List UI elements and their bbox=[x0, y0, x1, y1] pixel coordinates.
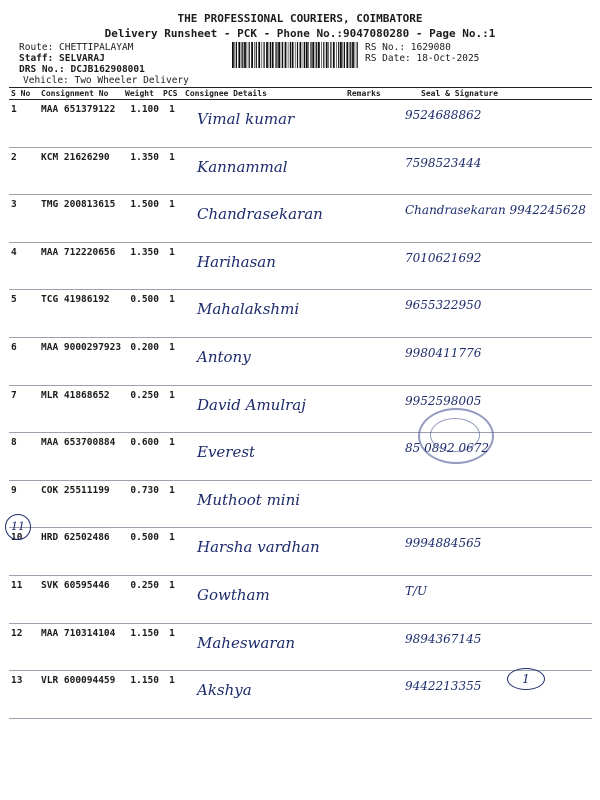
row-remarks-cell bbox=[345, 671, 397, 719]
barcode-bar bbox=[232, 42, 234, 68]
barcode-bar bbox=[254, 42, 255, 68]
handwritten-signature: 9980411776 bbox=[405, 345, 482, 360]
handwritten-signature: Chandrasekaran 9942245628 bbox=[405, 203, 586, 218]
vehicle-label: Vehicle: Two Wheeler Delivery bbox=[23, 75, 189, 86]
row-remarks-cell bbox=[345, 242, 397, 290]
row-weight-cell: 0.250 bbox=[123, 575, 161, 623]
row-sno-cell: 10 bbox=[9, 528, 39, 576]
row-remarks-cell bbox=[345, 480, 397, 528]
barcode-bar bbox=[235, 42, 236, 68]
barcode-bar bbox=[295, 42, 296, 68]
row-pcs-cell: 1 bbox=[161, 195, 183, 243]
barcode-bar bbox=[349, 42, 350, 68]
table-row bbox=[9, 147, 592, 195]
barcode-bar bbox=[278, 42, 280, 68]
row-consignee-cell bbox=[183, 671, 345, 719]
barcode-bar bbox=[355, 42, 356, 68]
row-pcs-cell: 1 bbox=[161, 385, 183, 433]
row-remarks-cell bbox=[345, 433, 397, 481]
table-row bbox=[9, 528, 592, 576]
handwritten-consignee-name: Kannammal bbox=[197, 157, 288, 176]
barcode-bar bbox=[328, 42, 329, 68]
barcode-bar bbox=[276, 42, 277, 68]
row-sno-cell: 9 bbox=[9, 480, 39, 528]
row-sno-cell: 3 bbox=[9, 195, 39, 243]
row-consignee-cell bbox=[183, 337, 345, 385]
row-weight-cell: 1.350 bbox=[123, 147, 161, 195]
barcode-bar bbox=[262, 42, 263, 68]
handwritten-consignee-name: Gowtham bbox=[197, 585, 270, 604]
staff-label: Staff: SELVARAJ bbox=[19, 53, 105, 64]
row-consignee-cell bbox=[183, 290, 345, 338]
barcode-bar bbox=[285, 42, 287, 68]
row-signature-cell bbox=[397, 242, 592, 290]
row-weight-cell: 0.730 bbox=[123, 480, 161, 528]
handwritten-signature: 9994884565 bbox=[405, 536, 482, 551]
barcode-bar bbox=[343, 42, 344, 68]
row-consignment-no-cell: TCG 41986192 bbox=[39, 290, 123, 338]
row-weight-cell: 1.500 bbox=[123, 195, 161, 243]
barcode-bar bbox=[312, 42, 314, 68]
row-consignment-no-cell: MAA 653700884 bbox=[39, 433, 123, 481]
barcode-bar bbox=[258, 42, 260, 68]
row-consignee-cell bbox=[183, 147, 345, 195]
runsheet-table bbox=[9, 87, 592, 719]
row-consignment-no-cell: MLR 41868652 bbox=[39, 385, 123, 433]
runsheet-subtitle: Delivery Runsheet - PCK - Phone No.:9047080280 - Page No.:1 bbox=[104, 27, 496, 40]
handwritten-signature: 9952598005 bbox=[405, 393, 482, 408]
row-sno-cell: 5 bbox=[9, 290, 39, 338]
rs-date: RS Date: 18-Oct-2025 bbox=[365, 53, 480, 64]
table-row bbox=[9, 195, 592, 243]
handwritten-consignee-name: Harsha vardhan bbox=[197, 538, 320, 557]
rs-number: RS No.: 1629080 bbox=[365, 42, 451, 53]
row-consignment-no-cell: MAA 651379122 bbox=[39, 100, 123, 148]
delivery-seal-stamp bbox=[418, 408, 494, 464]
row-consignee-cell bbox=[183, 100, 345, 148]
table-row bbox=[9, 290, 592, 338]
handwritten-consignee-name: Akshya bbox=[197, 681, 252, 700]
handwritten-signature: 7598523444 bbox=[405, 155, 482, 170]
handwritten-signature: 85 0892 0672 bbox=[405, 441, 489, 456]
row-pcs-cell: 1 bbox=[161, 100, 183, 148]
handwritten-signature: 7010621692 bbox=[405, 250, 482, 265]
barcode-bar bbox=[292, 42, 294, 68]
row-weight-cell: 0.500 bbox=[123, 290, 161, 338]
handwritten-signature: 9894367145 bbox=[405, 631, 482, 646]
row-consignment-no-cell: TMG 200813615 bbox=[39, 195, 123, 243]
row-remarks-cell bbox=[345, 528, 397, 576]
row-weight-cell: 0.600 bbox=[123, 433, 161, 481]
barcode-bar bbox=[323, 42, 324, 68]
row-sno-cell: 11 bbox=[9, 575, 39, 623]
barcode-bar bbox=[236, 42, 237, 68]
barcode-bar bbox=[352, 42, 354, 68]
row-remarks-cell bbox=[345, 575, 397, 623]
row-circle-mark: 11 bbox=[5, 514, 31, 540]
barcode-bar bbox=[346, 42, 348, 68]
col-header-consignment: Consignment No bbox=[39, 88, 123, 100]
company-title: THE PROFESSIONAL COURIERS, COIMBATORE bbox=[177, 12, 423, 25]
handwritten-signature: 9655322950 bbox=[405, 298, 482, 313]
handwritten-consignee-name: Muthoot mini bbox=[197, 490, 301, 509]
row-sno-cell: 7 bbox=[9, 385, 39, 433]
col-header-seal-signature: Seal & Signature bbox=[397, 88, 592, 100]
handwritten-signature: 9524688862 bbox=[405, 108, 482, 122]
barcode-bar bbox=[318, 42, 320, 68]
barcode-bar bbox=[241, 42, 242, 68]
barcode-bar bbox=[336, 42, 337, 68]
row-signature-cell bbox=[397, 100, 592, 148]
barcode-bar bbox=[303, 42, 304, 68]
row-pcs-cell: 1 bbox=[161, 623, 183, 671]
row-consignment-no-cell: SVK 60595446 bbox=[39, 575, 123, 623]
row-sno-cell: 1 bbox=[9, 100, 39, 148]
barcode-bar bbox=[256, 42, 257, 68]
handwritten-consignee-name: Maheswaran bbox=[197, 633, 296, 652]
barcode-bar bbox=[304, 42, 305, 68]
row-consignee-cell bbox=[183, 385, 345, 433]
handwritten-consignee-name: Harihasan bbox=[197, 252, 276, 271]
barcode-bar bbox=[326, 42, 328, 68]
col-header-remarks: Remarks bbox=[345, 88, 397, 100]
row-sno-cell: 4 bbox=[9, 242, 39, 290]
col-header-consignee: Consignee Details bbox=[183, 88, 345, 100]
row-pcs-cell: 1 bbox=[161, 290, 183, 338]
barcode-bar bbox=[242, 42, 243, 68]
barcode-bar bbox=[272, 42, 274, 68]
handwritten-signature: 9442213355 bbox=[405, 679, 482, 694]
handwritten-consignee-name: David Amulraj bbox=[197, 395, 306, 414]
row-weight-cell: 1.150 bbox=[123, 623, 161, 671]
route-label: Route: CHETTIPALAYAM bbox=[19, 42, 134, 53]
barcode-bar bbox=[350, 42, 351, 68]
barcode-bar bbox=[269, 42, 270, 68]
row-signature-cell bbox=[397, 290, 592, 338]
row-sno-cell: 6 bbox=[9, 337, 39, 385]
row-pcs-cell: 1 bbox=[161, 147, 183, 195]
row-signature-cell bbox=[397, 480, 592, 528]
row-consignment-no-cell: VLR 600094459 bbox=[39, 671, 123, 719]
row-consignee-cell bbox=[183, 433, 345, 481]
table-row bbox=[9, 671, 592, 719]
row-consignment-no-cell: MAA 9000297923 bbox=[39, 337, 123, 385]
barcode-bar bbox=[266, 42, 268, 68]
barcode-bar bbox=[357, 42, 358, 68]
handwritten-consignee-name: Everest bbox=[197, 443, 256, 462]
barcode-bar bbox=[338, 42, 339, 68]
barcode-bar bbox=[297, 42, 298, 68]
barcode-bar bbox=[321, 42, 322, 68]
handwritten-consignee-name: Vimal kumar bbox=[197, 110, 295, 128]
row-signature-cell bbox=[397, 147, 592, 195]
row-consignee-cell bbox=[183, 623, 345, 671]
barcode-bar bbox=[330, 42, 331, 68]
row-signature-cell bbox=[397, 623, 592, 671]
table-row bbox=[9, 623, 592, 671]
table-row bbox=[9, 480, 592, 528]
barcode-bar bbox=[315, 42, 316, 68]
table-row bbox=[9, 337, 592, 385]
barcode-bar bbox=[251, 42, 253, 68]
barcode-image bbox=[232, 42, 360, 68]
row-pcs-cell: 1 bbox=[161, 433, 183, 481]
barcode-bar bbox=[308, 42, 309, 68]
row-consignment-no-cell: KCM 21626290 bbox=[39, 147, 123, 195]
row-pcs-cell: 1 bbox=[161, 337, 183, 385]
barcode-bar bbox=[310, 42, 311, 68]
barcode-bar bbox=[238, 42, 240, 68]
row-pcs-cell: 1 bbox=[161, 575, 183, 623]
barcode-bar bbox=[249, 42, 250, 68]
row-weight-cell: 1.150 bbox=[123, 671, 161, 719]
row-sno-cell: 12 bbox=[9, 623, 39, 671]
row-sno-cell: 8 bbox=[9, 433, 39, 481]
row-weight-cell: 1.350 bbox=[123, 242, 161, 290]
barcode-bar bbox=[300, 42, 302, 68]
row-consignee-cell bbox=[183, 575, 345, 623]
barcode-bar bbox=[333, 42, 335, 68]
barcode-bar bbox=[288, 42, 289, 68]
row-pcs-cell: 1 bbox=[161, 242, 183, 290]
page-circle-mark: 1 bbox=[507, 668, 545, 690]
handwritten-consignee-name: Antony bbox=[197, 347, 251, 366]
row-consignee-cell bbox=[183, 480, 345, 528]
barcode-bar bbox=[316, 42, 317, 68]
row-consignee-cell bbox=[183, 195, 345, 243]
row-weight-cell: 0.500 bbox=[123, 528, 161, 576]
row-consignee-cell bbox=[183, 242, 345, 290]
row-consignee-cell bbox=[183, 528, 345, 576]
barcode-bar bbox=[244, 42, 246, 68]
barcode-bar bbox=[306, 42, 308, 68]
row-remarks-cell bbox=[345, 290, 397, 338]
row-remarks-cell bbox=[345, 100, 397, 148]
drs-number: DRS No.: DCJB162908001 bbox=[19, 64, 145, 75]
row-sno-cell: 13 bbox=[9, 671, 39, 719]
barcode-bar bbox=[264, 42, 265, 68]
table-row bbox=[9, 100, 592, 148]
row-consignment-no-cell: MAA 710314104 bbox=[39, 623, 123, 671]
barcode-bar bbox=[290, 42, 291, 68]
barcode-bar bbox=[270, 42, 271, 68]
row-consignment-no-cell: HRD 62502486 bbox=[39, 528, 123, 576]
row-signature-cell bbox=[397, 575, 592, 623]
col-header-pcs: PCS bbox=[161, 88, 183, 100]
col-header-weight: Weight bbox=[123, 88, 161, 100]
row-weight-cell: 0.250 bbox=[123, 385, 161, 433]
row-remarks-cell bbox=[345, 337, 397, 385]
row-weight-cell: 1.100 bbox=[123, 100, 161, 148]
barcode-bar bbox=[281, 42, 282, 68]
row-weight-cell: 0.200 bbox=[123, 337, 161, 385]
row-pcs-cell: 1 bbox=[161, 671, 183, 719]
row-signature-cell bbox=[397, 195, 592, 243]
row-remarks-cell bbox=[345, 623, 397, 671]
table-row bbox=[9, 433, 592, 481]
row-signature-cell bbox=[397, 337, 592, 385]
row-signature-cell bbox=[397, 528, 592, 576]
barcode-bar bbox=[344, 42, 345, 68]
table-row bbox=[9, 385, 592, 433]
barcode-bar bbox=[247, 42, 248, 68]
barcode-bar bbox=[282, 42, 283, 68]
barcode-bar bbox=[340, 42, 342, 68]
table-header-row bbox=[9, 88, 592, 100]
table-row bbox=[9, 575, 592, 623]
table-row bbox=[9, 242, 592, 290]
row-remarks-cell bbox=[345, 147, 397, 195]
row-remarks-cell bbox=[345, 195, 397, 243]
handwritten-consignee-name: Mahalakshmi bbox=[197, 300, 300, 319]
barcode-bar bbox=[275, 42, 276, 68]
row-pcs-cell: 1 bbox=[161, 480, 183, 528]
handwritten-signature: T/U bbox=[405, 583, 428, 598]
handwritten-consignee-name: Chandrasekaran bbox=[197, 205, 323, 224]
row-sno-cell: 2 bbox=[9, 147, 39, 195]
col-header-sno: S No bbox=[9, 88, 39, 100]
row-consignment-no-cell: COK 25511199 bbox=[39, 480, 123, 528]
row-pcs-cell: 1 bbox=[161, 528, 183, 576]
row-remarks-cell bbox=[345, 385, 397, 433]
row-consignment-no-cell: MAA 712220656 bbox=[39, 242, 123, 290]
row-signature-cell bbox=[397, 671, 592, 719]
